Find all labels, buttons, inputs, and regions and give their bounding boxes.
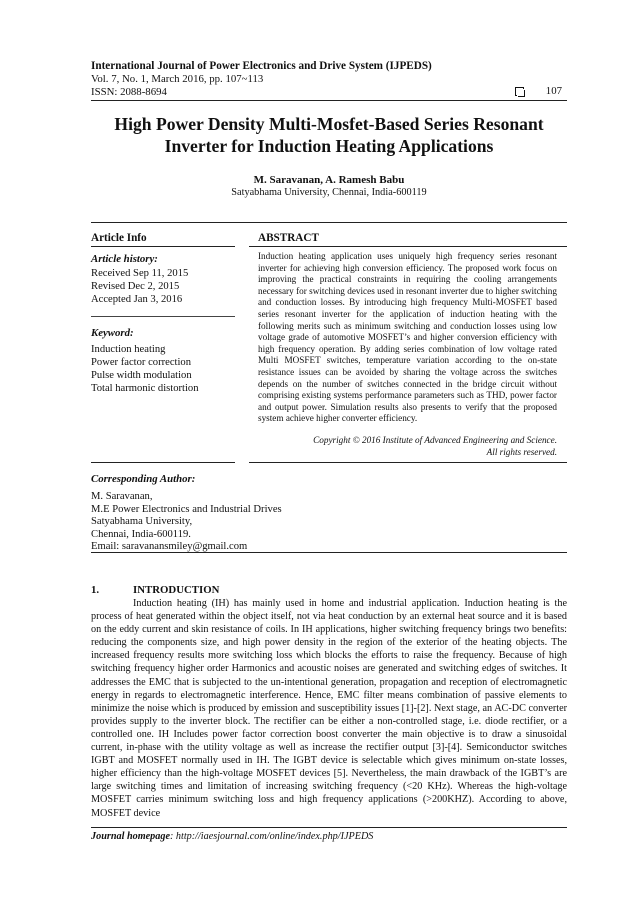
history-revised: Revised Dec 2, 2015	[91, 281, 180, 292]
page-number: 107	[545, 85, 562, 97]
keyword-item: Power factor correction	[91, 357, 192, 368]
footer-label: Journal homepage	[91, 831, 170, 842]
history-heading: Article history:	[91, 253, 158, 265]
paper-title	[80, 113, 578, 157]
abstract-heading: ABSTRACT	[258, 232, 319, 244]
corresponding-name: M. Saravanan,	[91, 491, 153, 502]
footer-rule	[91, 827, 567, 828]
affiliation: Satyabhama University, Chennai, India-600119	[231, 187, 427, 198]
article-info-rule	[91, 246, 235, 247]
issn: ISSN: 2088-8694	[91, 86, 167, 98]
abstract-rule	[249, 246, 567, 247]
history-accepted: Accepted Jan 3, 2016	[91, 294, 183, 305]
section-heading	[91, 584, 219, 596]
journal-homepage-link[interactable]: : http://iaesjournal.com/online/index.php/IJPEDS	[169, 831, 374, 842]
volume-info: Vol. 7, No. 1, March 2016, pp. 107~113	[91, 73, 264, 85]
corresponding-heading: Corresponding Author:	[91, 473, 196, 485]
keyword-item: Pulse width modulation	[91, 370, 192, 381]
title-line-2: Inverter for Induction Heating Applications	[164, 136, 494, 156]
keyword-item: Total harmonic distortion	[91, 383, 199, 394]
copyright-line-1: Copyright © 2016 Institute of Advanced Engineering and Science.	[313, 435, 557, 445]
journal-name: International Journal of Power Electronics and Drive System (IJPEDS)	[91, 60, 432, 72]
header-right	[515, 85, 562, 97]
introduction-text: Induction heating (IH) has mainly used in home and industrial application. Induction heating is the process of heat generated within the object itself, not via heat conduction by an external heat source and it is based on the eddy current and skin resistance of coils. In IH applications, higher switching frequency brings two benefits: reducing the components size, and high power density in the region of the exterior of the heating objects. The increased frequency results more switching loss which blocks the efforts to raise the frequency. Because of high switching frequency higher order Harmonics and acoustic noises are generated and switching edges of switches. It addresses the EMC that is subjected to the un-intentional generation, propagation and reception of electromagnetic energy in regards to electromagnetic interference. Hence, EMC filter means combination of passive elements to minimize the noise which is produced by emission and susceptibility issues [1]-[2]. Next stage, an AC-DC converter provides supply to the inverter block. The rectifier can be either a non-controlled stage, i.e. diode rectifier, or a controlled one. IH Includes power factor correction boost converter the main objective is to draw a sinusoidal current, in-phase with the utility voltage as well as increase the rectifier output [3]-[4]. Semiconductor switches IGBT and MOSFET normally used in IH. The IGBT device is selectable which gives minimum on-state losses, higher efficiency than the high-voltage MOSFET devices [5]. Nevertheless, the main drawback of the IGBT’s are large switching times and limitation of increasing switching frequency (<20 KHz). Whereas the high-voltage MOSFET carries minimum switching loss and high frequency applications (>200KHZ). According to above, MOSFET device	[91, 598, 567, 819]
keyword-item: Induction heating	[91, 344, 166, 355]
authors: M. Saravanan, A. Ramesh Babu	[253, 174, 405, 186]
info-bottom-rule	[91, 462, 235, 463]
abstract-bottom-rule	[249, 462, 567, 463]
copyright-line-2: All rights reserved.	[486, 447, 557, 457]
corresponding-rule	[91, 552, 567, 553]
box-icon	[515, 87, 524, 96]
header-rule	[91, 100, 567, 101]
corresponding-dept: M.E Power Electronics and Industrial Drives	[91, 503, 282, 515]
history-divider	[91, 316, 235, 317]
copyright	[313, 434, 557, 458]
section-title: INTRODUCTION	[133, 584, 220, 596]
title-line-1: High Power Density Multi-Mosfet-Based Series Resonant	[114, 114, 544, 134]
abstract-text: Induction heating application uses uniquely high frequency series resonant inverter for achieving high conversion efficiency. The proposed work focus on improving the practical constraints in requiring the cooling arrangements necessary for switching devices used in resonant inverter due to higher switching and conduction losses. By introducing high frequency Multi-MOSFET based series resonant inverter for the application of induction heating with the following merits such as minimum switching and conduction losses using low voltage grade of automotive MOSFET’s and higher conversion efficiency with high frequency operation. By adding series combination of low voltage rated Multi MOSFET switches, temperature variation according to the on-state resistance issues can be avoided by sharing the voltage across the switches depends on the number of switches connected in the bridge circuit without comprising existing systems performance parameters such as THD, power factor and output power. Simulation results also presents to verify that the proposed system achieve higher converter efficiency.	[258, 251, 557, 424]
article-info-heading: Article Info	[91, 232, 147, 244]
corresponding-city: Chennai, India-600119.	[91, 528, 191, 540]
footer	[91, 831, 373, 842]
corresponding-univ: Satyabhama University,	[91, 516, 193, 527]
section-number: 1.	[91, 584, 100, 596]
history-received: Received Sep 11, 2015	[91, 268, 189, 279]
section-rule	[91, 222, 567, 223]
corresponding-email: Email: saravanansmiley@gmail.com	[91, 541, 248, 552]
keyword-heading: Keyword:	[91, 327, 134, 339]
